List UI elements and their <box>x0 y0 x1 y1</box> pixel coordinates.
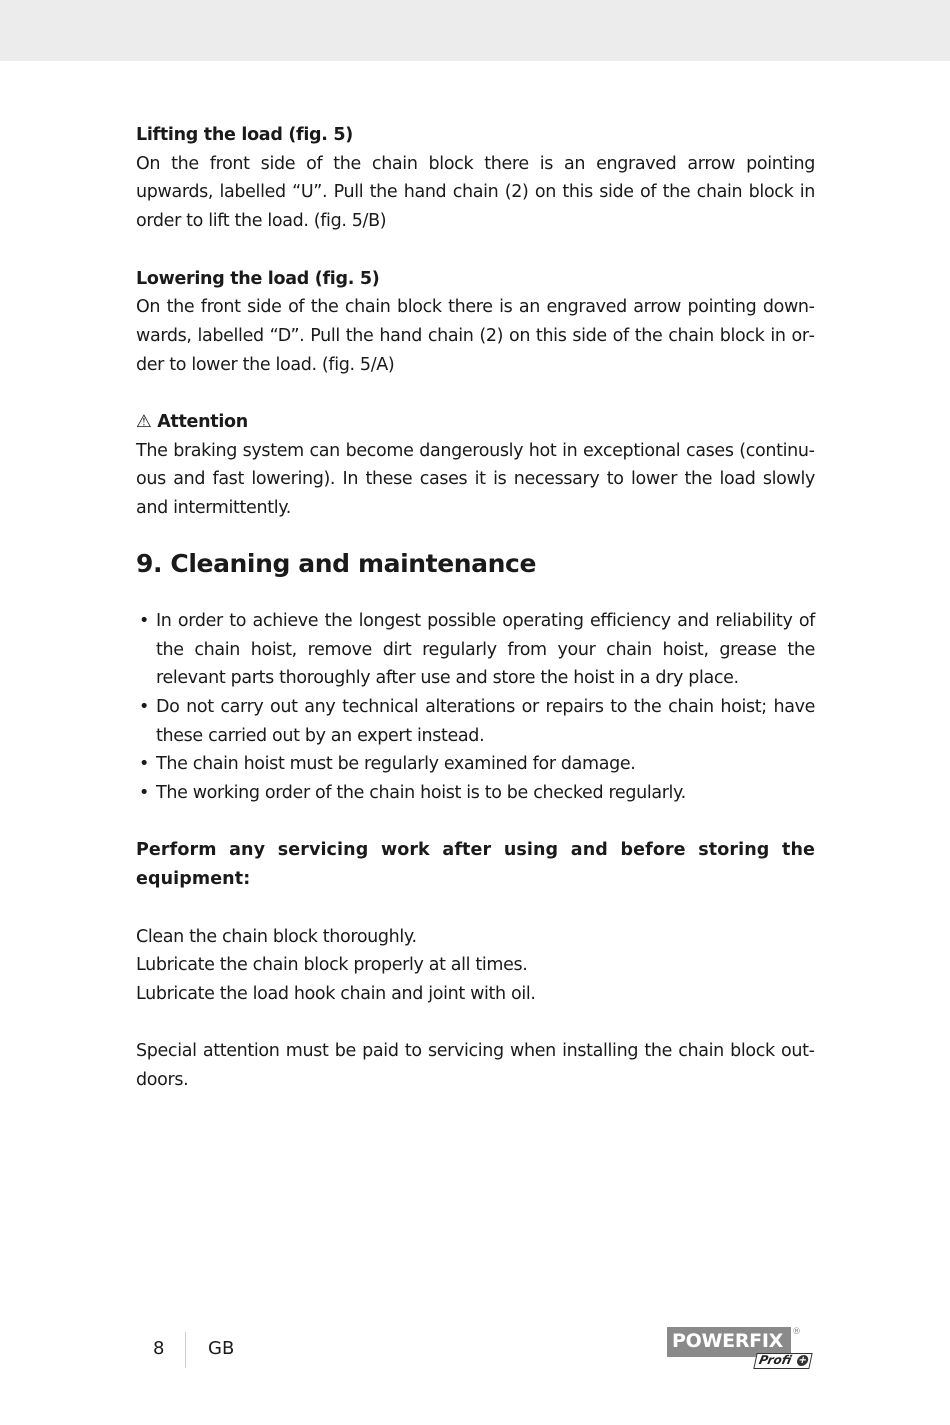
registered-mark: ® <box>792 1327 801 1337</box>
logo-profi-badge <box>753 1353 812 1369</box>
lifting-heading: Lifting the load (fig. 5) <box>136 125 353 145</box>
logo-brand: POWERFIX <box>672 1330 783 1352</box>
outdoor-note: Special attention must be paid to servicing when installing the chain block outdoors. <box>136 1041 815 1091</box>
page-content <box>136 121 815 1095</box>
bullet-icon: • <box>139 696 149 717</box>
maintenance-list <box>136 607 815 808</box>
list-item <box>136 693 815 750</box>
list-item-text: Do not carry out any technical alterations or repairs to the chain hoist; have these carried out by an expert instead. <box>156 696 815 746</box>
page-number: 8 <box>153 1338 165 1359</box>
attention-label: Attention <box>157 412 248 432</box>
servicing-heading: Perform any servicing work after using and before storing the equipment: <box>136 840 815 890</box>
list-item-text: In order to achieve the longest possible operating efficiency and reliability of the chain hoist, remove dirt regularly from your chain hoist, grease the relevant parts thoroughly after use and store the hoist in a dry place. <box>156 610 815 689</box>
lowering-heading: Lowering the load (fig. 5) <box>136 268 380 289</box>
bullet-icon: • <box>139 754 149 775</box>
language-code: GB <box>208 1338 235 1359</box>
lowering-body: On the front side of the chain block there is an engraved arrow pointing downwards, labelled “D”. Pull the hand chain (2) on this side of the chain block in order to lower the load. (fig. 5/A) <box>136 297 815 375</box>
powerfix-logo <box>667 1327 817 1373</box>
bullet-icon: • <box>139 610 149 631</box>
section-title: 9. Cleaning and maintenance <box>136 548 537 578</box>
warning-icon: ⚠ <box>136 412 152 432</box>
footer-divider <box>185 1332 186 1368</box>
list-item <box>136 750 815 779</box>
lifting-body: On the front side of the chain block there is an engraved arrow pointing upwards, labelled “U”. Pull the hand chain (2) on this side of the chain block in order to lift the load. (fig. 5/B) <box>136 153 815 232</box>
step-line: Clean the chain block thoroughly. <box>136 926 417 947</box>
logo-profi: Profi <box>757 1353 793 1367</box>
step-line: Lubricate the chain block properly at all times. <box>136 955 528 976</box>
attention-body: The braking system can become dangerously hot in exceptional cases (continuous and fast lowering). In these cases it is necessary to lower the load slowly and intermittently. <box>136 440 815 519</box>
top-band <box>0 0 950 61</box>
step-line: Lubricate the load hook chain and joint with oil. <box>136 983 536 1004</box>
plus-icon: + <box>797 1355 808 1366</box>
list-item-text: The working order of the chain hoist is to be checked regularly. <box>156 783 686 804</box>
bullet-icon: • <box>139 783 149 804</box>
list-item <box>136 779 815 808</box>
list-item <box>136 607 815 693</box>
attention-heading <box>136 408 815 437</box>
list-item-text: The chain hoist must be regularly examined for damage. <box>156 754 636 775</box>
